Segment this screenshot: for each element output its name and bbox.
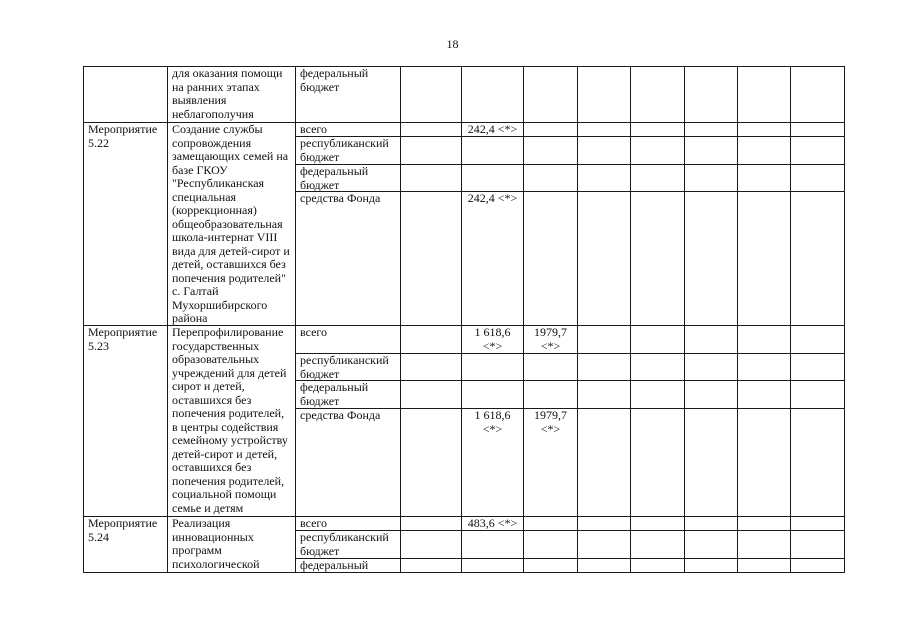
value-cell: [791, 123, 845, 137]
value-cell: [524, 192, 578, 326]
value-cell: [524, 165, 578, 192]
value-cell: [401, 165, 462, 192]
value-cell: [524, 354, 578, 381]
value-cell: [578, 67, 631, 123]
value-cell: [791, 354, 845, 381]
value-cell: [738, 165, 791, 192]
measure-block: [84, 326, 845, 517]
page-number: 18: [446, 37, 459, 51]
value-cell: [685, 137, 738, 165]
measure-label-cell: Мероприятие 5.23: [84, 326, 168, 517]
value-cell: [738, 192, 791, 326]
value-cell: [524, 137, 578, 165]
measure-label-cell: [84, 67, 168, 123]
value-cell: [524, 517, 578, 531]
value-cell: [685, 192, 738, 326]
value-cell: [578, 381, 631, 409]
measure-label-cell: Мероприятие 5.24: [84, 517, 168, 573]
value-cell: [738, 409, 791, 517]
value-cell: [462, 381, 524, 409]
value-cell: [401, 192, 462, 326]
value-cell: [578, 192, 631, 326]
value-cell: [578, 517, 631, 531]
value-cell: [401, 326, 462, 354]
value-cell: [578, 137, 631, 165]
value-cell: [791, 409, 845, 517]
value-cell: [631, 381, 685, 409]
value-cell: 1979,7 <*>: [524, 326, 578, 354]
measure-block: [84, 67, 845, 123]
value-cell: [791, 517, 845, 531]
value-cell: [685, 381, 738, 409]
value-cell: [685, 517, 738, 531]
value-cell: [462, 354, 524, 381]
value-cell: [791, 531, 845, 559]
value-cell: [401, 409, 462, 517]
value-cell: [791, 559, 845, 573]
value-cell: [631, 354, 685, 381]
value-cell: [401, 67, 462, 123]
funding-source-cell: всего: [296, 517, 401, 531]
value-cell: [631, 137, 685, 165]
value-cell: [791, 67, 845, 123]
value-cell: [462, 531, 524, 559]
measure-block: [84, 517, 845, 573]
value-cell: [685, 531, 738, 559]
value-cell: [631, 326, 685, 354]
value-cell: [631, 517, 685, 531]
value-cell: [462, 165, 524, 192]
measure-description-cell: Перепрофилирование государственных образовательных учреждений для детей сирот и детей, оставшихся без попечения родителей, в центры содействия семейному устройству детей-сирот и детей, оставшихся без попечения родителей, социальной помощи семье и детям: [168, 326, 296, 517]
value-cell: [738, 67, 791, 123]
funding-source-cell: федеральный бюджет: [296, 165, 401, 192]
measure-description-cell: Создание службы сопровождения замещающих семей на базе ГКОУ "Республиканская специальная (коррекционная) общеобразовательная школа-интернат VIII вида для детей-сирот и детей, оставшихся без попечения родителей" с. Галтай Мухоршибирского района: [168, 123, 296, 326]
value-cell: [631, 559, 685, 573]
value-cell: [578, 165, 631, 192]
value-cell: [401, 381, 462, 409]
value-cell: [631, 531, 685, 559]
value-cell: [462, 559, 524, 573]
value-cell: [685, 165, 738, 192]
value-cell: [631, 409, 685, 517]
funding-source-cell: всего: [296, 123, 401, 137]
funding-source-cell: федеральный: [296, 559, 401, 573]
value-cell: [401, 123, 462, 137]
value-cell: [401, 517, 462, 531]
value-cell: [685, 123, 738, 137]
value-cell: [524, 381, 578, 409]
value-cell: [578, 326, 631, 354]
value-cell: [524, 559, 578, 573]
funding-source-cell: средства Фонда: [296, 192, 401, 326]
funding-source-cell: федеральный бюджет: [296, 381, 401, 409]
value-cell: [791, 326, 845, 354]
value-cell: [401, 531, 462, 559]
measure-description-cell: для оказания помощи на ранних этапах выявления неблагополучия: [168, 67, 296, 123]
funding-source-cell: республиканский бюджет: [296, 531, 401, 559]
value-cell: [578, 559, 631, 573]
value-cell: [524, 531, 578, 559]
value-cell: [685, 559, 738, 573]
value-cell: [685, 67, 738, 123]
funding-source-cell: всего: [296, 326, 401, 354]
value-cell: [685, 326, 738, 354]
value-cell: [791, 381, 845, 409]
value-cell: [462, 137, 524, 165]
value-cell: 242,4 <*>: [462, 123, 524, 137]
funding-source-cell: средства Фонда: [296, 409, 401, 517]
value-cell: [401, 354, 462, 381]
value-cell: [631, 67, 685, 123]
measure-label-cell: Мероприятие 5.22: [84, 123, 168, 326]
value-cell: [738, 531, 791, 559]
value-cell: 1 618,6 <*>: [462, 409, 524, 517]
value-cell: [524, 123, 578, 137]
funding-source-cell: республиканский бюджет: [296, 354, 401, 381]
value-cell: [791, 192, 845, 326]
value-cell: [685, 354, 738, 381]
value-cell: [738, 137, 791, 165]
value-cell: 1979,7 <*>: [524, 409, 578, 517]
value-cell: [738, 326, 791, 354]
value-cell: [738, 517, 791, 531]
value-cell: [401, 137, 462, 165]
value-cell: [738, 123, 791, 137]
funding-table: [83, 66, 845, 573]
value-cell: [631, 123, 685, 137]
value-cell: [791, 137, 845, 165]
value-cell: 1 618,6 <*>: [462, 326, 524, 354]
value-cell: [791, 165, 845, 192]
value-cell: [401, 559, 462, 573]
value-cell: [578, 409, 631, 517]
value-cell: [578, 531, 631, 559]
value-cell: [462, 67, 524, 123]
funding-source-cell: республиканский бюджет: [296, 137, 401, 165]
value-cell: [631, 192, 685, 326]
measure-block: [84, 123, 845, 326]
funding-source-cell: федеральный бюджет: [296, 67, 401, 123]
value-cell: 242,4 <*>: [462, 192, 524, 326]
value-cell: [738, 354, 791, 381]
value-cell: [524, 67, 578, 123]
value-cell: [578, 354, 631, 381]
value-cell: 483,6 <*>: [462, 517, 524, 531]
value-cell: [738, 381, 791, 409]
measure-description-cell: Реализация инновационных программ психологической: [168, 517, 296, 573]
value-cell: [631, 165, 685, 192]
value-cell: [738, 559, 791, 573]
value-cell: [578, 123, 631, 137]
value-cell: [685, 409, 738, 517]
